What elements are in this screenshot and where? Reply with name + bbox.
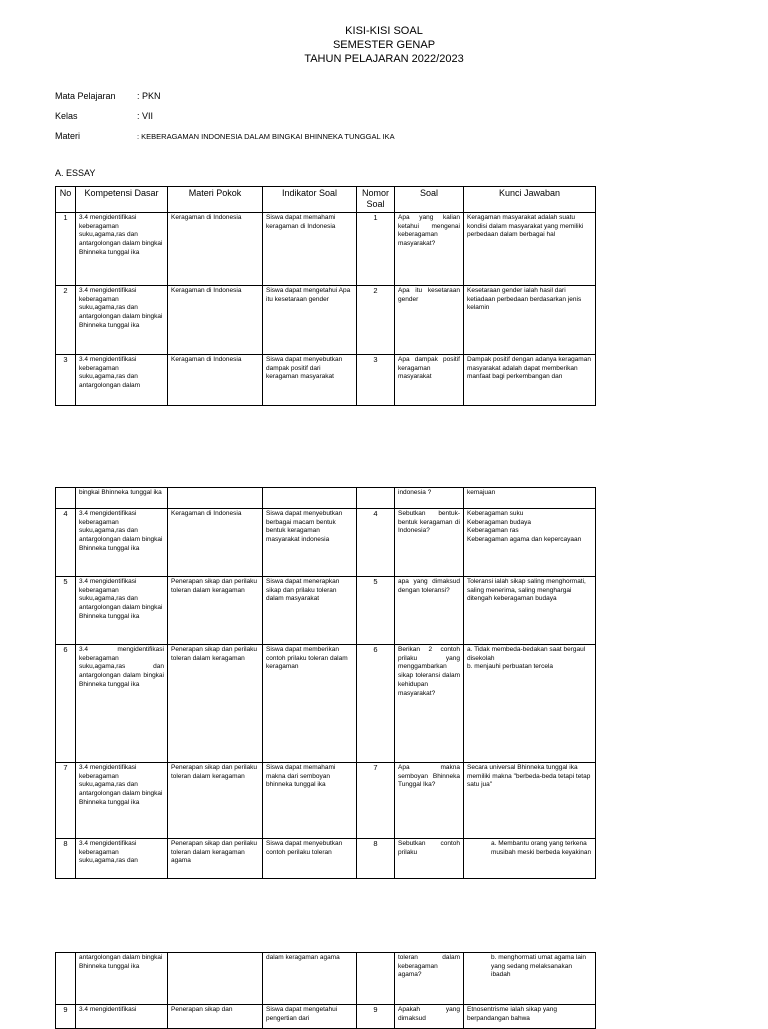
material-label: Materi	[55, 131, 81, 141]
cell-nomor: 5	[357, 577, 395, 645]
cell-soal: apa yang dimaksud dengan toleransi?	[395, 577, 464, 645]
cell-kunci: kemajuan	[464, 488, 596, 509]
cell-soal: Apa dampak positif keragaman masyarakat	[395, 355, 464, 406]
cell-kunci: Kesetaraan gender ialah hasil dari ketiadaan perbedaan berdasarkan jenis kelamin	[464, 286, 596, 355]
material-value: : KEBERAGAMAN INDONESIA DALAM BINGKAI BHINNEKA TUNGGAL IKA	[137, 132, 395, 141]
essay-table-page1	[55, 186, 596, 406]
cell-kompetensi: 3.4 mengidentifikasi	[76, 1005, 168, 1029]
cell-materi: Penerapan sikap dan perilaku toleran dalam keragaman	[168, 577, 263, 645]
cell-no: 7	[56, 763, 76, 839]
cell-nomor: 4	[357, 509, 395, 577]
cell-indikator: Siswa dapat menyebutkan contoh perilaku toleran	[263, 839, 357, 879]
class-label: Kelas	[55, 111, 78, 121]
cell-indikator: Siswa dapat menyebutkan dampak positif dari keragaman masyarakat	[263, 355, 357, 406]
cell-kunci	[464, 953, 596, 1005]
cell-soal: Apa makna semboyan Bhinneka Tunggal Ika?	[395, 763, 464, 839]
cell-kompetensi: 3.4 mengidentifikasi keberagaman suku,agama,ras dan antargolongan dalam bingkai Bhinneka tunggal ika	[76, 645, 168, 763]
meta-subject	[55, 90, 161, 102]
essay-table-page3	[55, 952, 596, 1029]
cell-kompetensi: 3.4 mengidentifikasi keberagaman suku,agama,ras dan antargolongan dalam bingkai Bhinneka tunggal ika	[76, 509, 168, 577]
cell-kompetensi: antargolongan dalam bingkai Bhinneka tunggal ika	[76, 953, 168, 1005]
cell-no: 4	[56, 509, 76, 577]
cell-no	[56, 953, 76, 1005]
cell-nomor	[357, 953, 395, 1005]
cell-no: 8	[56, 839, 76, 879]
cell-no	[56, 488, 76, 509]
cell-indikator: Siswa dapat mengetahui pengertian dari	[263, 1005, 357, 1029]
cell-kompetensi: 3.4 mengidentifikasi keberagaman suku,agama,ras dan antargolongan dalam	[76, 355, 168, 406]
table-row	[56, 953, 596, 1005]
cell-indikator: Siswa dapat menerapkan sikap dan prilaku toleran dalam masyarakat	[263, 577, 357, 645]
table-row	[56, 488, 596, 509]
semester-label: SEMESTER GENAP	[332, 39, 436, 51]
cell-kunci	[464, 839, 596, 879]
col-header-kunci: Kunci Jawaban	[464, 187, 596, 213]
cell-materi: Keragaman di Indonesia	[168, 213, 263, 286]
cell-materi: Keragaman di Indonesia	[168, 509, 263, 577]
cell-soal: Sebutkan contoh prilaku	[395, 839, 464, 879]
cell-indikator: Siswa dapat memahami keragaman di Indonesia	[263, 213, 357, 286]
cell-soal: Apa yang kalian ketahui mengenai keberagaman masyarakat?	[395, 213, 464, 286]
cell-kunci: Keragaman masyarakat adalah suatu kondisi dalam masyarakat yang memiliki perbedaan dalam berbagai hal	[464, 213, 596, 286]
cell-indikator	[263, 488, 357, 509]
cell-materi	[168, 488, 263, 509]
table-row	[56, 763, 596, 839]
section-essay-heading: A. ESSAY	[55, 168, 96, 178]
class-value: : VII	[137, 111, 154, 121]
cell-soal: Apa itu kesetaraan gender	[395, 286, 464, 355]
cell-soal: Apakah yang dimaksud	[395, 1005, 464, 1029]
meta-class	[55, 110, 153, 122]
cell-materi: Penerapan sikap dan perilaku toleran dalam keragaman	[168, 645, 263, 763]
cell-nomor: 2	[357, 286, 395, 355]
cell-nomor: 3	[357, 355, 395, 406]
cell-no: 1	[56, 213, 76, 286]
cell-materi: Keragaman di Indonesia	[168, 286, 263, 355]
col-header-materi: Materi Pokok	[168, 187, 263, 213]
subject-value: : PKN	[137, 91, 161, 101]
answer-item: a. Membantu orang yang terkena musibah meski berbeda keyakinan	[491, 840, 592, 856]
cell-indikator: Siswa dapat memberikan contoh prilaku toleran dalam keragaman	[263, 645, 357, 763]
cell-no: 3	[56, 355, 76, 406]
cell-indikator: Siswa dapat menyebutkan berbagai macam bentuk bentuk keragaman masyarakat indonesia	[263, 509, 357, 577]
cell-soal: Berikan 2 contoh prilaku yang menggambarkan sikap toleransi dalam kehidupan masyarakat?	[395, 645, 464, 763]
essay-table-page2	[55, 487, 596, 879]
table-row	[56, 839, 596, 879]
cell-nomor: 8	[357, 839, 395, 879]
cell-no: 6	[56, 645, 76, 763]
cell-kunci: Secara universal Bhinneka tunggal ika memiliki makna "berbeda-beda tetapi tetap satu jua"	[464, 763, 596, 839]
cell-materi: Penerapan sikap dan perilaku toleran dalam keragaman agama	[168, 839, 263, 879]
cell-materi: Penerapan sikap dan perilaku toleran dalam keragaman	[168, 763, 263, 839]
cell-indikator: dalam keragaman agama	[263, 953, 357, 1005]
cell-nomor: 7	[357, 763, 395, 839]
cell-nomor: 6	[357, 645, 395, 763]
col-header-kompetensi: Kompetensi Dasar	[76, 187, 168, 213]
table-row	[56, 213, 596, 286]
cell-kunci: Toleransi ialah sikap saling menghormati, saling menerima, saling menghargai ditengah keberagaman budaya	[464, 577, 596, 645]
subject-label: Mata Pelajaran	[55, 91, 116, 101]
cell-materi: Keragaman di Indonesia	[168, 355, 263, 406]
cell-kompetensi: bingkai Bhinneka tunggal ika	[76, 488, 168, 509]
cell-kompetensi: 3.4 mengidentifikasi keberagaman suku,agama,ras dan antargolongan dalam bingkai Bhinneka tunggal ika	[76, 286, 168, 355]
table-row	[56, 577, 596, 645]
cell-soal: indonesia ?	[395, 488, 464, 509]
cell-no: 9	[56, 1005, 76, 1029]
table-header-row	[56, 187, 596, 213]
document-title: KISI-KISI SOAL	[345, 25, 423, 37]
cell-kunci: Dampak positif dengan adanya keragaman masyarakat adalah dapat memberikan manfaat bagi perkembangan dan	[464, 355, 596, 406]
table-row	[56, 509, 596, 577]
cell-indikator: Siswa dapat memahami makna dari semboyan bhinneka tunggal ika	[263, 763, 357, 839]
cell-materi	[168, 953, 263, 1005]
cell-kompetensi: 3.4 mengidentifikasi keberagaman suku,agama,ras dan antargolongan dalam bingkai Bhinneka tunggal ika	[76, 577, 168, 645]
col-header-nomor: Nomor Soal	[357, 187, 395, 213]
col-header-soal: Soal	[395, 187, 464, 213]
cell-kompetensi: 3.4 mengidentifikasi keberagaman suku,agama,ras dan antargolongan dalam bingkai Bhinneka tunggal ika	[76, 763, 168, 839]
academic-year: TAHUN PELAJARAN 2022/2023	[304, 53, 464, 65]
cell-kunci: Etnosentrisme ialah sikap yang berpandangan bahwa	[464, 1005, 596, 1029]
cell-nomor: 1	[357, 213, 395, 286]
cell-no: 5	[56, 577, 76, 645]
cell-materi: Penerapan sikap dan	[168, 1005, 263, 1029]
cell-kunci: a. Tidak membeda-bedakan saat bergaul disekolah b. menjauhi perbuatan tercela	[464, 645, 596, 763]
cell-kunci: Keberagaman suku Keberagaman budaya Keberagaman ras Keberagaman agama dan kepercayaan	[464, 509, 596, 577]
cell-indikator: Siswa dapat mengetahui Apa itu kesetaraan gender	[263, 286, 357, 355]
cell-no: 2	[56, 286, 76, 355]
cell-nomor: 9	[357, 1005, 395, 1029]
cell-kompetensi: 3.4 mengidentifikasi keberagaman suku,agama,ras dan antargolongan dalam bingkai Bhinneka tunggal ika	[76, 213, 168, 286]
table-row	[56, 286, 596, 355]
col-header-no: No	[56, 187, 76, 213]
cell-soal: toleran dalam keberagaman agama?	[395, 953, 464, 1005]
cell-kompetensi: 3.4 mengidentifikasi keberagaman suku,agama,ras dan	[76, 839, 168, 879]
table-row	[56, 1005, 596, 1029]
cell-soal: Sebutkan bentuk-bentuk keragaman di Indonesia?	[395, 509, 464, 577]
table-row	[56, 355, 596, 406]
meta-material	[55, 130, 395, 143]
table-row	[56, 645, 596, 763]
cell-nomor	[357, 488, 395, 509]
answer-item: b. menghormati umat agama lain yang sedang melaksanakan ibadah	[491, 954, 587, 979]
col-header-indikator: Indikator Soal	[263, 187, 357, 213]
